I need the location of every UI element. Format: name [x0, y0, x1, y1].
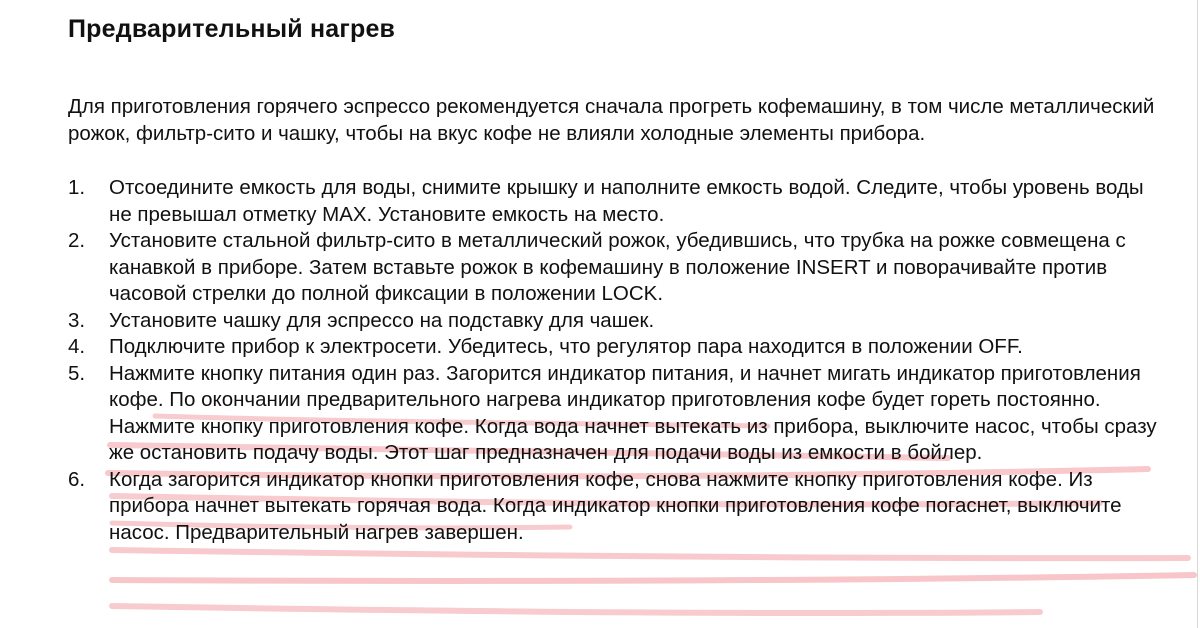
step-text: Установите стальной фильтр-сито в металлический рожок, убедившись, что трубка на рожке совмещена с канавкой в приборе. Затем вставьте рожок в кофемашину в положение INSERT и поворачивайте против часовой стрелки до полной фиксации в положении LOCK.	[109, 229, 1126, 305]
page-title: Предварительный нагрев	[68, 15, 396, 43]
document-content	[68, 14, 1158, 546]
preheat-steps-list	[68, 175, 1158, 546]
step-item-2	[68, 228, 1158, 308]
step-item-1	[68, 175, 1158, 228]
step-text: Нажмите кнопку питания один раз. Загорится индикатор питания, и начнет мигать индикатор приготовления кофе. По окончании предварительного нагрева индикатор приготовления кофе будет гореть постоянно. Нажмите кнопку приготовления кофе. Когда вода начнет вытекать из прибора, выключите насос, чтобы сразу же остановить подачу воды. Этот шаг предназначен для подачи воды из емкости в бойлер.	[109, 361, 1157, 464]
step-item-3	[68, 308, 1158, 335]
step-number: 5.	[68, 361, 86, 385]
step-text: Подключите прибор к электросети. Убедитесь, что регулятор пара находится в положении OFF.	[109, 335, 1023, 358]
step-item-5	[68, 361, 1158, 467]
pink-stroke-8	[112, 606, 1040, 613]
step-item-4	[68, 334, 1158, 361]
pink-stroke-7	[112, 575, 1194, 581]
step-number: 6.	[68, 467, 86, 491]
page-edge-line	[1197, 0, 1198, 628]
step-number: 3.	[68, 308, 86, 332]
step-number: 4.	[68, 335, 86, 358]
step-text: Когда загорится индикатор кнопки приготовления кофе, снова нажмите кнопку приготовления кофе. Из прибора начнет вытекать горячая вода. Когда индикатор кнопки приготовления кофе погаснет, выключите насос. Предварительный нагрев завершен.	[109, 467, 1122, 544]
intro-paragraph: Для приготовления горячего эспрессо рекомендуется сначала прогреть кофемашину, в том числе металлический рожок, фильтр-сито и чашку, чтобы на вкус кофе не влияли холодные элементы прибора.	[68, 95, 1155, 145]
step-number: 2.	[68, 229, 86, 252]
pink-stroke-6	[112, 550, 1188, 558]
step-text: Отсоедините емкость для воды, снимите крышку и наполните емкость водой. Следите, чтобы уровень воды не превышал отметку MAX. Установите емкость на место.	[109, 176, 1144, 226]
step-item-6	[68, 467, 1158, 547]
step-text: Установите чашку для эспрессо на подставку для чашек.	[109, 308, 655, 332]
step-number: 1.	[68, 176, 86, 199]
